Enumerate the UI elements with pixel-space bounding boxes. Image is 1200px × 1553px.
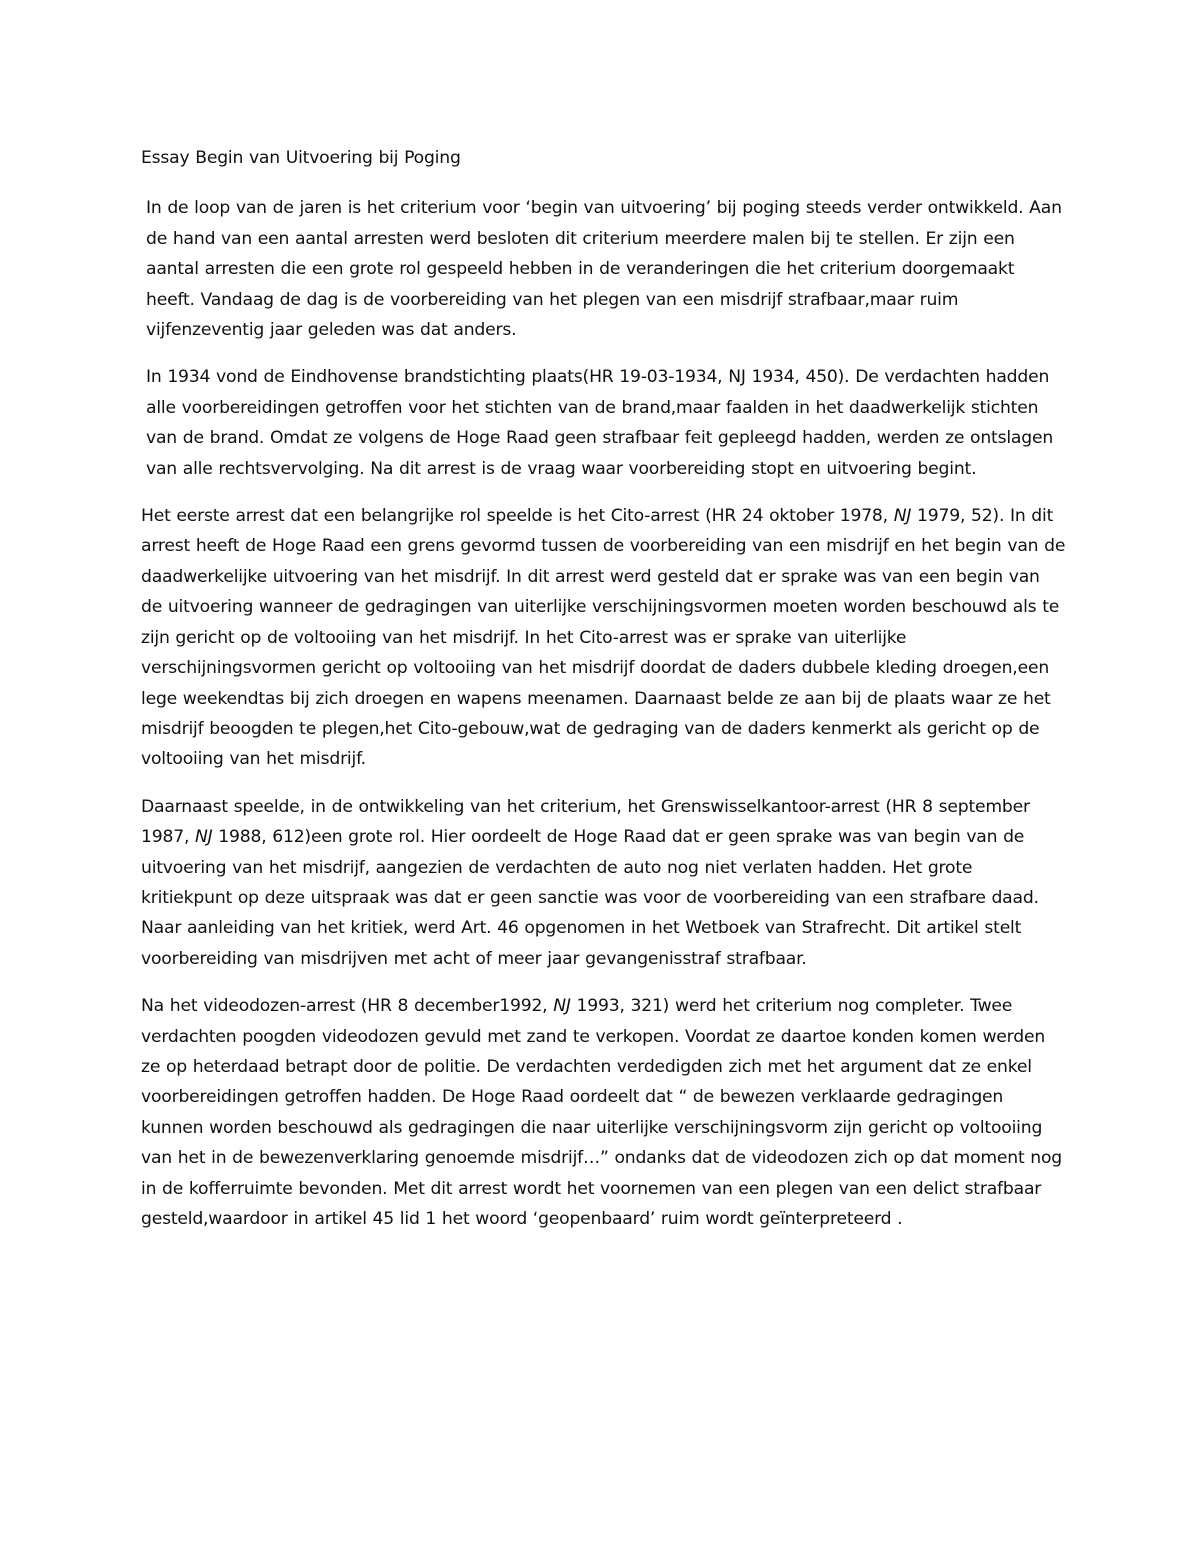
paragraph-text: Het eerste arrest dat een belangrijke rol speelde is het Cito-arrest (HR 24 oktober 1978, xyxy=(141,506,894,527)
paragraph-grenswisselkantoor-arrest xyxy=(141,792,1066,974)
journal-abbreviation: NJ xyxy=(893,506,912,527)
document-title: Essay Begin van Uitvoering bij Poging xyxy=(141,148,461,168)
document-body xyxy=(141,143,1066,1251)
paragraph-eindhovense-brandstichting: In 1934 vond de Eindhovense brandstichting plaats(HR 19-03-1934, NJ 1934, 450). De verdachten hadden alle voorbereidingen getroffen voor het stichten van de brand,maar faalden in het daadwerkelijk stichten van de brand. Omdat ze volgens de Hoge Raad geen strafbaar feit gepleegd hadden, werden ze ontslagen van alle rechtsvervolging. Na dit arrest is de vraag waar voorbereiding stopt en uitvoering begint. xyxy=(146,367,1054,479)
journal-abbreviation: NJ xyxy=(553,996,571,1017)
paragraph-cito-arrest xyxy=(141,501,1066,775)
journal-abbreviation: NJ xyxy=(194,827,213,848)
paragraph-intro: In de loop van de jaren is het criterium voor ‘begin van uitvoering’ bij poging steeds verder ontwikkeld. Aan de hand van een aantal arresten werd besloten dit criterium meerdere malen bij te stellen. Er zijn een aantal arresten die een grote rol gespeeld hebben in de veranderingen die het criterium doorgemaakt heeft. Vandaag de dag is de voorbereiding van het plegen van een misdrijf strafbaar,maar ruim vijfenzeventig jaar geleden was dat anders. xyxy=(146,198,1062,341)
paragraph-text: Daarnaast speelde, in de ontwikkeling van het criterium, het Grenswisselkantoor-arrest (HR 8 september 1987, xyxy=(141,796,1030,848)
paragraph-text: 1993, 321) werd het criterium nog completer. Twee verdachten poogden videodozen gevuld met zand te verkopen. Voordat ze daartoe konden komen werden ze op heterdaad betrapt door de politie. De verdachten verdedigden zich met het argument dat ze enkel voorbereidingen getroffen hadden. De Hoge Raad oordeelt dat “ de bewezen verklaarde gedragingen kunnen worden beschouwd als gedragingen die naar uiterlijke verschijningsvorm zijn gericht op voltooiing van het in de bewezenverklaring genoemde misdrijf…” ondanks dat de videodozen zich op dat moment nog in de kofferruimte bevonden. Met dit arrest wordt het voornemen van een plegen van een delict strafbaar gesteld,waardoor in artikel 45 lid 1 het woord ‘geopenbaard’ ruim wordt geïnterpreteerd . xyxy=(141,996,1063,1229)
paragraph-text: 1988, 612)een grote rol. Hier oordeelt de Hoge Raad dat er geen sprake was van begin van de uitvoering van het misdrijf, aangezien de verdachten de auto nog niet verlaten hadden. Het grote kritiekpunt op deze uitspraak was dat er geen sanctie was voor de voorbereiding van een strafbare daad. Naar aanleiding van het kritiek, werd Art. 46 opgenomen in het Wetboek van Strafrecht. Dit artikel stelt voorbereiding van misdrijven met acht of meer jaar gevangenisstraf strafbaar. xyxy=(141,827,1039,969)
paragraph-text: 1979, 52). In dit arrest heeft de Hoge Raad een grens gevormd tussen de voorbereiding van een misdrijf en het begin van de daadwerkelijke uitvoering van het misdrijf. In dit arrest werd gesteld dat er sprake was van een begin van de uitvoering wanneer de gedragingen van uiterlijke verschijningsvormen moeten worden beschouwd als te zijn gericht op de voltooiing van het misdrijf. In het Cito-arrest was er sprake van uiterlijke verschijningsvormen gericht op voltooiing van het misdrijf doordat de daders dubbele kleding droegen,een lege weekendtas bij zich droegen en wapens meenamen. Daarnaast belde ze aan bij de plaats waar ze het misdrijf beoogden te plegen,het Cito-gebouw,wat de gedraging van de daders kenmerkt als gericht op de voltooiing van het misdrijf. xyxy=(141,506,1066,770)
paragraph-text: Na het videodozen-arrest (HR 8 december1992, xyxy=(141,996,554,1017)
paragraph-videodozen-arrest xyxy=(141,991,1066,1234)
